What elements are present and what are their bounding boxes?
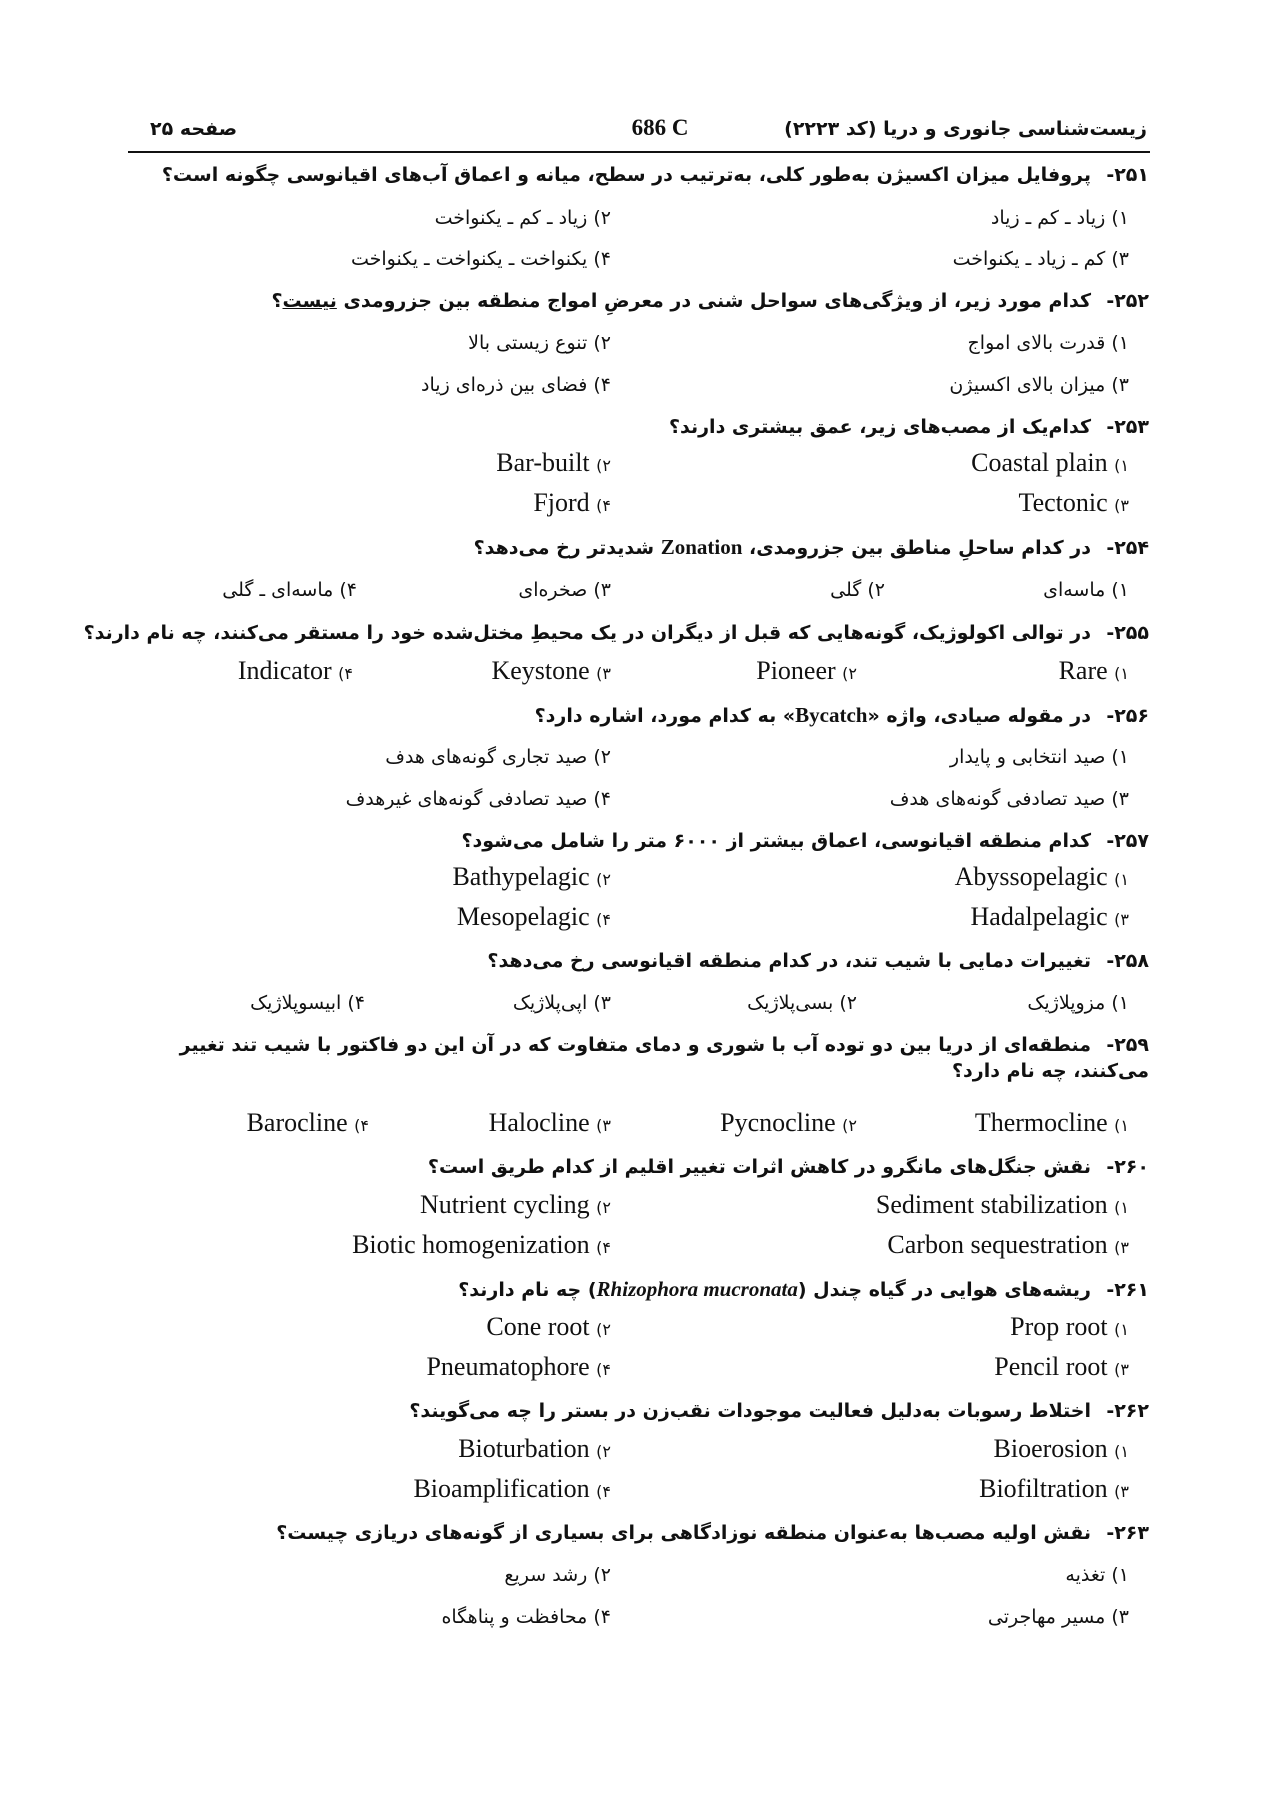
option-label: (۳ [1114,1360,1129,1379]
option-4[interactable]: ۴) یکنواخت ـ یکنواخت ـ یکنواخت [351,248,611,270]
question-263 [276,1520,1149,1546]
question-stem: نقش جنگل‌های مانگرو در کاهش اثرات تغییر اقلیم از کدام طریق است؟ [427,1156,1091,1178]
option-4[interactable]: ۴) ابیسوپلاژیک [250,992,365,1014]
option-label: (۱ [1114,664,1129,683]
option-2[interactable] [452,864,611,893]
option-label: (۴ [338,664,353,683]
question-stem: نقش اولیه مصب‌ها به‌عنوان منطقه نوزادگاهی برای بسیاری از گونه‌های دریازی چیست؟ [276,1522,1091,1544]
option-3[interactable] [971,904,1130,933]
option-text: Biotic homogenization [352,1230,590,1259]
option-label: (۳ [1114,910,1129,929]
question-253 [669,414,1149,440]
option-3[interactable] [979,1476,1129,1505]
exam-subject-header: زیست‌شناسی جانوری و دریا (کد ۲۲۲۳) [784,118,1147,140]
option-text: Halocline [488,1108,590,1137]
question-number: ۲۵۶- [1106,705,1149,727]
question-stem: ریشه‌های هوایی در گیاه چندل ( [797,1279,1091,1301]
option-text: Abyssopelagic [954,862,1108,891]
question-257 [461,828,1149,854]
option-label: (۱ [1114,456,1129,475]
option-text: Bioamplification [413,1474,590,1503]
option-label: (۱ [1114,1116,1129,1135]
option-1[interactable] [876,1192,1129,1221]
option-4[interactable] [352,1232,611,1261]
option-2[interactable]: ۲) رشد سریع [504,1564,611,1586]
option-text: Prop root [1010,1312,1108,1341]
question-number: ۲۵۲- [1106,290,1149,312]
option-text: Thermocline [974,1108,1108,1137]
option-1[interactable] [1059,658,1129,687]
option-label: (۴ [354,1116,369,1135]
option-3[interactable] [491,658,611,687]
option-label: (۲ [842,1116,857,1135]
option-text: Pycnocline [720,1108,836,1137]
question-stem-term: Zonation [660,535,743,559]
question-stem-end: ) چه نام دارند؟ [458,1279,597,1301]
option-3[interactable] [994,1354,1129,1383]
question-number: ۲۵۴- [1106,537,1149,559]
option-1[interactable]: ۱) صید انتخابی و پایدار [949,746,1129,768]
question-259 [129,1032,1149,1084]
option-text: Sediment stabilization [875,1190,1108,1219]
option-text: Bar-built [496,448,590,477]
option-4[interactable] [238,658,353,687]
option-label: (۴ [596,910,611,929]
question-255 [84,620,1149,646]
option-1[interactable]: ۱) مزوپلاژیک [1027,992,1129,1014]
option-label: (۱ [1114,870,1129,889]
option-text: Coastal plain [971,448,1108,477]
booklet-code: 686 C [631,115,689,140]
option-text: Tectonic [1018,488,1108,517]
option-text: Pioneer [756,656,836,685]
option-text: Keystone [491,656,590,685]
question-stem: کدام منطقه اقیانوسی، اعماق بیشتر از ۶۰۰۰ متر را شامل می‌شود؟ [461,830,1091,852]
option-4[interactable] [426,1354,611,1383]
option-label: (۳ [1114,1238,1129,1257]
option-text: Biofiltration [979,1474,1108,1503]
question-252 [271,288,1149,314]
option-label: (۴ [596,496,611,515]
question-stem: کدام‌یک از مصب‌های زیر، عمق بیشتری دارند؟ [668,416,1091,438]
question-stem-end: ؟ [271,290,283,312]
option-label: (۳ [596,1116,611,1135]
option-label: (۱ [1114,1442,1129,1461]
option-label: (۲ [596,870,611,889]
header-divider [128,151,1150,153]
option-label: (۲ [596,1320,611,1339]
option-1[interactable] [1010,1314,1129,1343]
option-1[interactable] [955,864,1129,893]
option-text: Hadalpelagic [970,902,1108,931]
question-number: ۲۶۰- [1106,1156,1149,1178]
question-stem: پروفایل میزان اکسیژن به‌طور کلی، به‌ترتیب در سطح، میانه و اعماق آب‌های اقیانوسی چگونه است؟ [161,164,1091,186]
option-3[interactable]: ۳) مسیر مهاجرتی [987,1606,1129,1628]
question-number: ۲۵۸- [1106,950,1149,972]
option-1[interactable]: ۱) قدرت بالای امواج [967,332,1129,354]
page-number: صفحه ۲۵ [150,118,238,140]
option-4[interactable]: ۴) صید تصادفی گونه‌های غیرهدف [345,788,611,810]
option-label: (۱ [1114,1320,1129,1339]
option-1[interactable]: ۱) زیاد ـ کم ـ زیاد [990,207,1129,229]
question-number: ۲۵۱- [1106,164,1149,186]
option-3[interactable] [1019,490,1129,519]
question-260 [428,1154,1149,1180]
option-label: (۲ [596,1442,611,1461]
question-254 [474,534,1149,561]
option-3[interactable]: ۳) صخره‌ای [518,579,611,601]
question-261 [458,1276,1149,1303]
option-text: Bioerosion [993,1434,1108,1463]
option-text: Barocline [246,1108,348,1137]
option-4[interactable] [457,904,611,933]
question-251 [162,162,1149,188]
option-label: (۴ [596,1360,611,1379]
question-number: ۲۵۹- [1106,1034,1149,1056]
question-stem: در توالی اکولوژیک، گونه‌هایی که قبل از دیگران در یک محیطِ مختل‌شده خود را مستقر می‌کنند، چه نام دارند؟ [83,622,1091,644]
option-3[interactable]: ۳) کم ـ زیاد ـ یکنواخت [952,248,1129,270]
option-label: (۲ [596,456,611,475]
option-4[interactable]: ۴) محافظت و پناهگاه [441,1606,611,1628]
option-text: Rare [1058,656,1108,685]
option-2[interactable] [720,1110,857,1139]
question-stem-emphasis: نیست [282,290,337,312]
question-number: ۲۵۵- [1106,622,1149,644]
option-4[interactable] [413,1476,611,1505]
option-1[interactable]: ۱) ماسه‌ای [1043,579,1129,601]
option-4[interactable]: ۴) فضای بین ذره‌ای زیاد [421,374,611,396]
question-number: ۲۵۷- [1106,830,1149,852]
question-stem: در مقوله صیادی، واژه « [867,705,1091,727]
question-stem: کدام مورد زیر، از ویژگی‌های سواحل شنی در معرضِ امواج منطقه بین جزرومدی [336,290,1091,312]
option-4[interactable] [533,490,611,519]
option-3[interactable]: ۳) صید تصادفی گونه‌های هدف [889,788,1129,810]
question-stem-species: Rhizophora mucronata [596,1277,798,1301]
question-number: ۲۶۳- [1106,1522,1149,1544]
option-text: Mesopelagic [456,902,590,931]
option-3[interactable]: ۳) اپی‌پلاژیک [512,992,611,1014]
option-1[interactable] [971,450,1129,479]
option-1[interactable] [975,1110,1129,1139]
question-stem: اختلاط رسوبات به‌دلیل فعالیت موجودات نقب‌زن در بستر را چه می‌گویند؟ [409,1400,1091,1422]
option-label: (۲ [596,1198,611,1217]
question-stem: منطقه‌ای از دریا بین دو توده آب با شوری و دمای متفاوت که در آن این دو فاکتور با شیب تند تغییر می‌کنند، چه نام دارد؟ [179,1034,1149,1082]
option-2[interactable] [420,1192,611,1221]
option-2[interactable]: ۲) زیاد ـ کم ـ یکنواخت [434,207,611,229]
question-stem-end: » به کدام مورد، اشاره دارد؟ [534,705,796,727]
option-label: (۳ [596,664,611,683]
option-label: (۲ [842,664,857,683]
question-number: ۲۶۱- [1106,1279,1149,1301]
question-stem: تغییرات دمایی با شیب تند، در کدام منطقه اقیانوسی رخ می‌دهد؟ [487,950,1091,972]
question-258 [487,948,1149,974]
option-text: Cone root [486,1312,590,1341]
option-label: (۱ [1114,1198,1129,1217]
question-stem: در کدام ساحلِ مناطق بین جزرومدی، [742,537,1091,559]
option-text: Carbon sequestration [887,1230,1108,1259]
option-3[interactable]: ۳) میزان بالای اکسیژن [949,374,1129,396]
option-4[interactable] [247,1110,369,1139]
option-label: (۳ [1114,496,1129,515]
option-text: Fjord [533,488,590,517]
option-text: Pneumatophore [426,1352,590,1381]
option-2[interactable] [756,658,857,687]
option-2[interactable]: ۲) گلی [830,579,885,601]
option-3[interactable] [489,1110,611,1139]
question-number: ۲۶۲- [1106,1400,1149,1422]
option-2[interactable]: ۲) صید تجاری گونه‌های هدف [385,746,611,768]
question-number: ۲۵۳- [1106,416,1149,438]
question-256 [535,702,1149,729]
question-262 [409,1398,1149,1424]
question-stem-term: Bycatch [795,703,868,727]
option-text: Nutrient cycling [419,1190,590,1219]
option-2[interactable] [458,1436,611,1465]
option-text: Bioturbation [458,1434,590,1463]
option-text: Bathypelagic [452,862,590,891]
option-2[interactable] [486,1314,611,1343]
option-2[interactable] [496,450,611,479]
option-2[interactable]: ۲) بسی‌پلاژیک [747,992,857,1014]
option-label: (۴ [596,1238,611,1257]
option-text: Pencil root [994,1352,1108,1381]
option-4[interactable]: ۴) ماسه‌ای ـ گلی [222,579,357,601]
option-3[interactable] [887,1232,1129,1261]
option-label: (۳ [1114,1482,1129,1501]
option-1[interactable]: ۱) تغذیه [1065,1564,1129,1586]
option-1[interactable] [994,1436,1129,1465]
question-stem-end: شدیدتر رخ می‌دهد؟ [473,537,661,559]
option-text: Indicator [237,656,332,685]
option-2[interactable]: ۲) تنوع زیستی بالا [468,332,611,354]
option-label: (۴ [596,1482,611,1501]
